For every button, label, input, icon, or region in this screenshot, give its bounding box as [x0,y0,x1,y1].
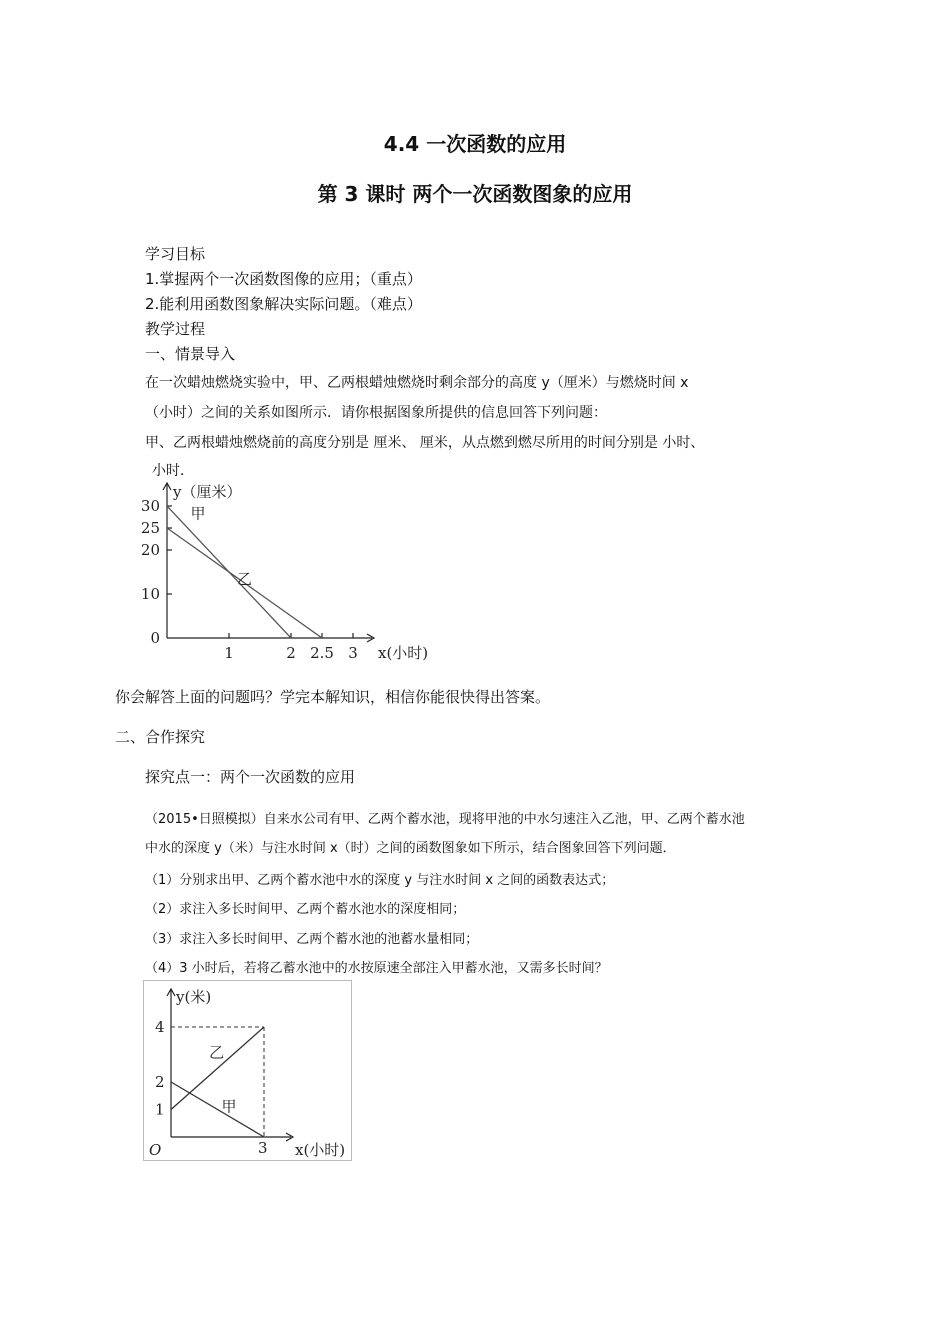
y-tick-label: 0 [150,629,160,647]
section1-closing: 你会解答上面的问题吗？学完本解知识，相信你能很快得出答案。 [115,688,551,706]
objective-item-2: 2.能利用函数图象解决实际问题。（难点） [145,295,422,313]
page-title: 4.4 一次函数的应用 [383,132,567,156]
objectives-heading: 学习目标 [145,245,206,263]
x-tick-label: 2 [286,644,296,662]
problem-question-4: （4）3 小时后，若将乙蓄水池中的水按原速全部注入甲蓄水池，又需多长时间？ [145,961,608,976]
x-tick-label: 2.5 [310,644,334,662]
question-line1: 甲、乙两根蜡烛燃烧前的高度分别是 厘米、 厘米，从点燃到燃尽所用的时间分别是 小时、 [145,435,705,451]
intro-paragraph-line2: （小时）之间的关系如图所示．请你根据图象所提供的信息回答下列问题： [145,405,607,421]
section2-subheading: 探究点一：两个一次函数的应用 [145,768,356,786]
y-tick-label: 1 [155,1100,165,1119]
problem-line2: 中水的深度 y（米）与注水时间 x（时）之间的函数图象如下所示，结合图象回答下列问题． [145,841,676,856]
section1-heading: 一、情景导入 [145,345,236,363]
y-tick-label: 2 [155,1073,165,1091]
question-line2: 小时． [152,463,194,479]
y-axis-label: y（厘米） [173,483,242,501]
y-tick-label: 30 [140,497,160,515]
series-label: 甲 [190,504,206,523]
series-label: 甲 [221,1097,237,1116]
intro-paragraph-line1: 在一次蜡烛燃烧实验中，甲、乙两根蜡烛燃烧时剩余部分的高度 y（厘米）与燃烧时间 x [145,375,689,391]
section2-heading: 二、合作探究 [115,728,206,746]
objective-item-1: 1.掌握两个一次函数图像的应用；（重点） [145,270,422,288]
y-tick-label: 25 [140,519,160,537]
problem-question-2: （2）求注入多长时间甲、乙两个蓄水池水的深度相同； [145,902,466,917]
process-heading: 教学过程 [145,320,206,338]
x-tick-label: 3 [348,644,358,662]
series-line [171,1082,264,1137]
x-tick-label: 3 [258,1139,268,1157]
series-label: 乙 [237,570,253,588]
y-tick-label: 20 [140,541,160,559]
y-axis-label: y(米) [176,988,212,1006]
y-tick-label: 4 [155,1018,165,1036]
series-line [171,1027,264,1110]
candle-chart [140,478,440,668]
problem-question-3: （3）求注入多长时间甲、乙两个蓄水池的池蓄水量相同； [145,932,479,947]
series-label: 乙 [209,1043,225,1062]
x-axis-label: x(小时) [378,644,429,662]
reservoir-chart [143,980,353,1162]
page-subtitle: 第 3 课时 两个一次函数图象的应用 [317,182,633,206]
problem-question-1: （1）分别求出甲、乙两个蓄水池中水的深度 y 与注水时间 x 之间的函数表达式； [145,873,615,888]
y-tick-label: 10 [140,585,160,603]
problem-line1: （2015•日照模拟）自来水公司有甲、乙两个蓄水池，现将甲池的中水匀速注入乙池，甲、乙两个蓄水池 [145,812,745,827]
x-tick-label: 1 [224,644,234,662]
origin-label: O [149,1141,162,1159]
x-axis-label: x(小时) [295,1141,346,1159]
